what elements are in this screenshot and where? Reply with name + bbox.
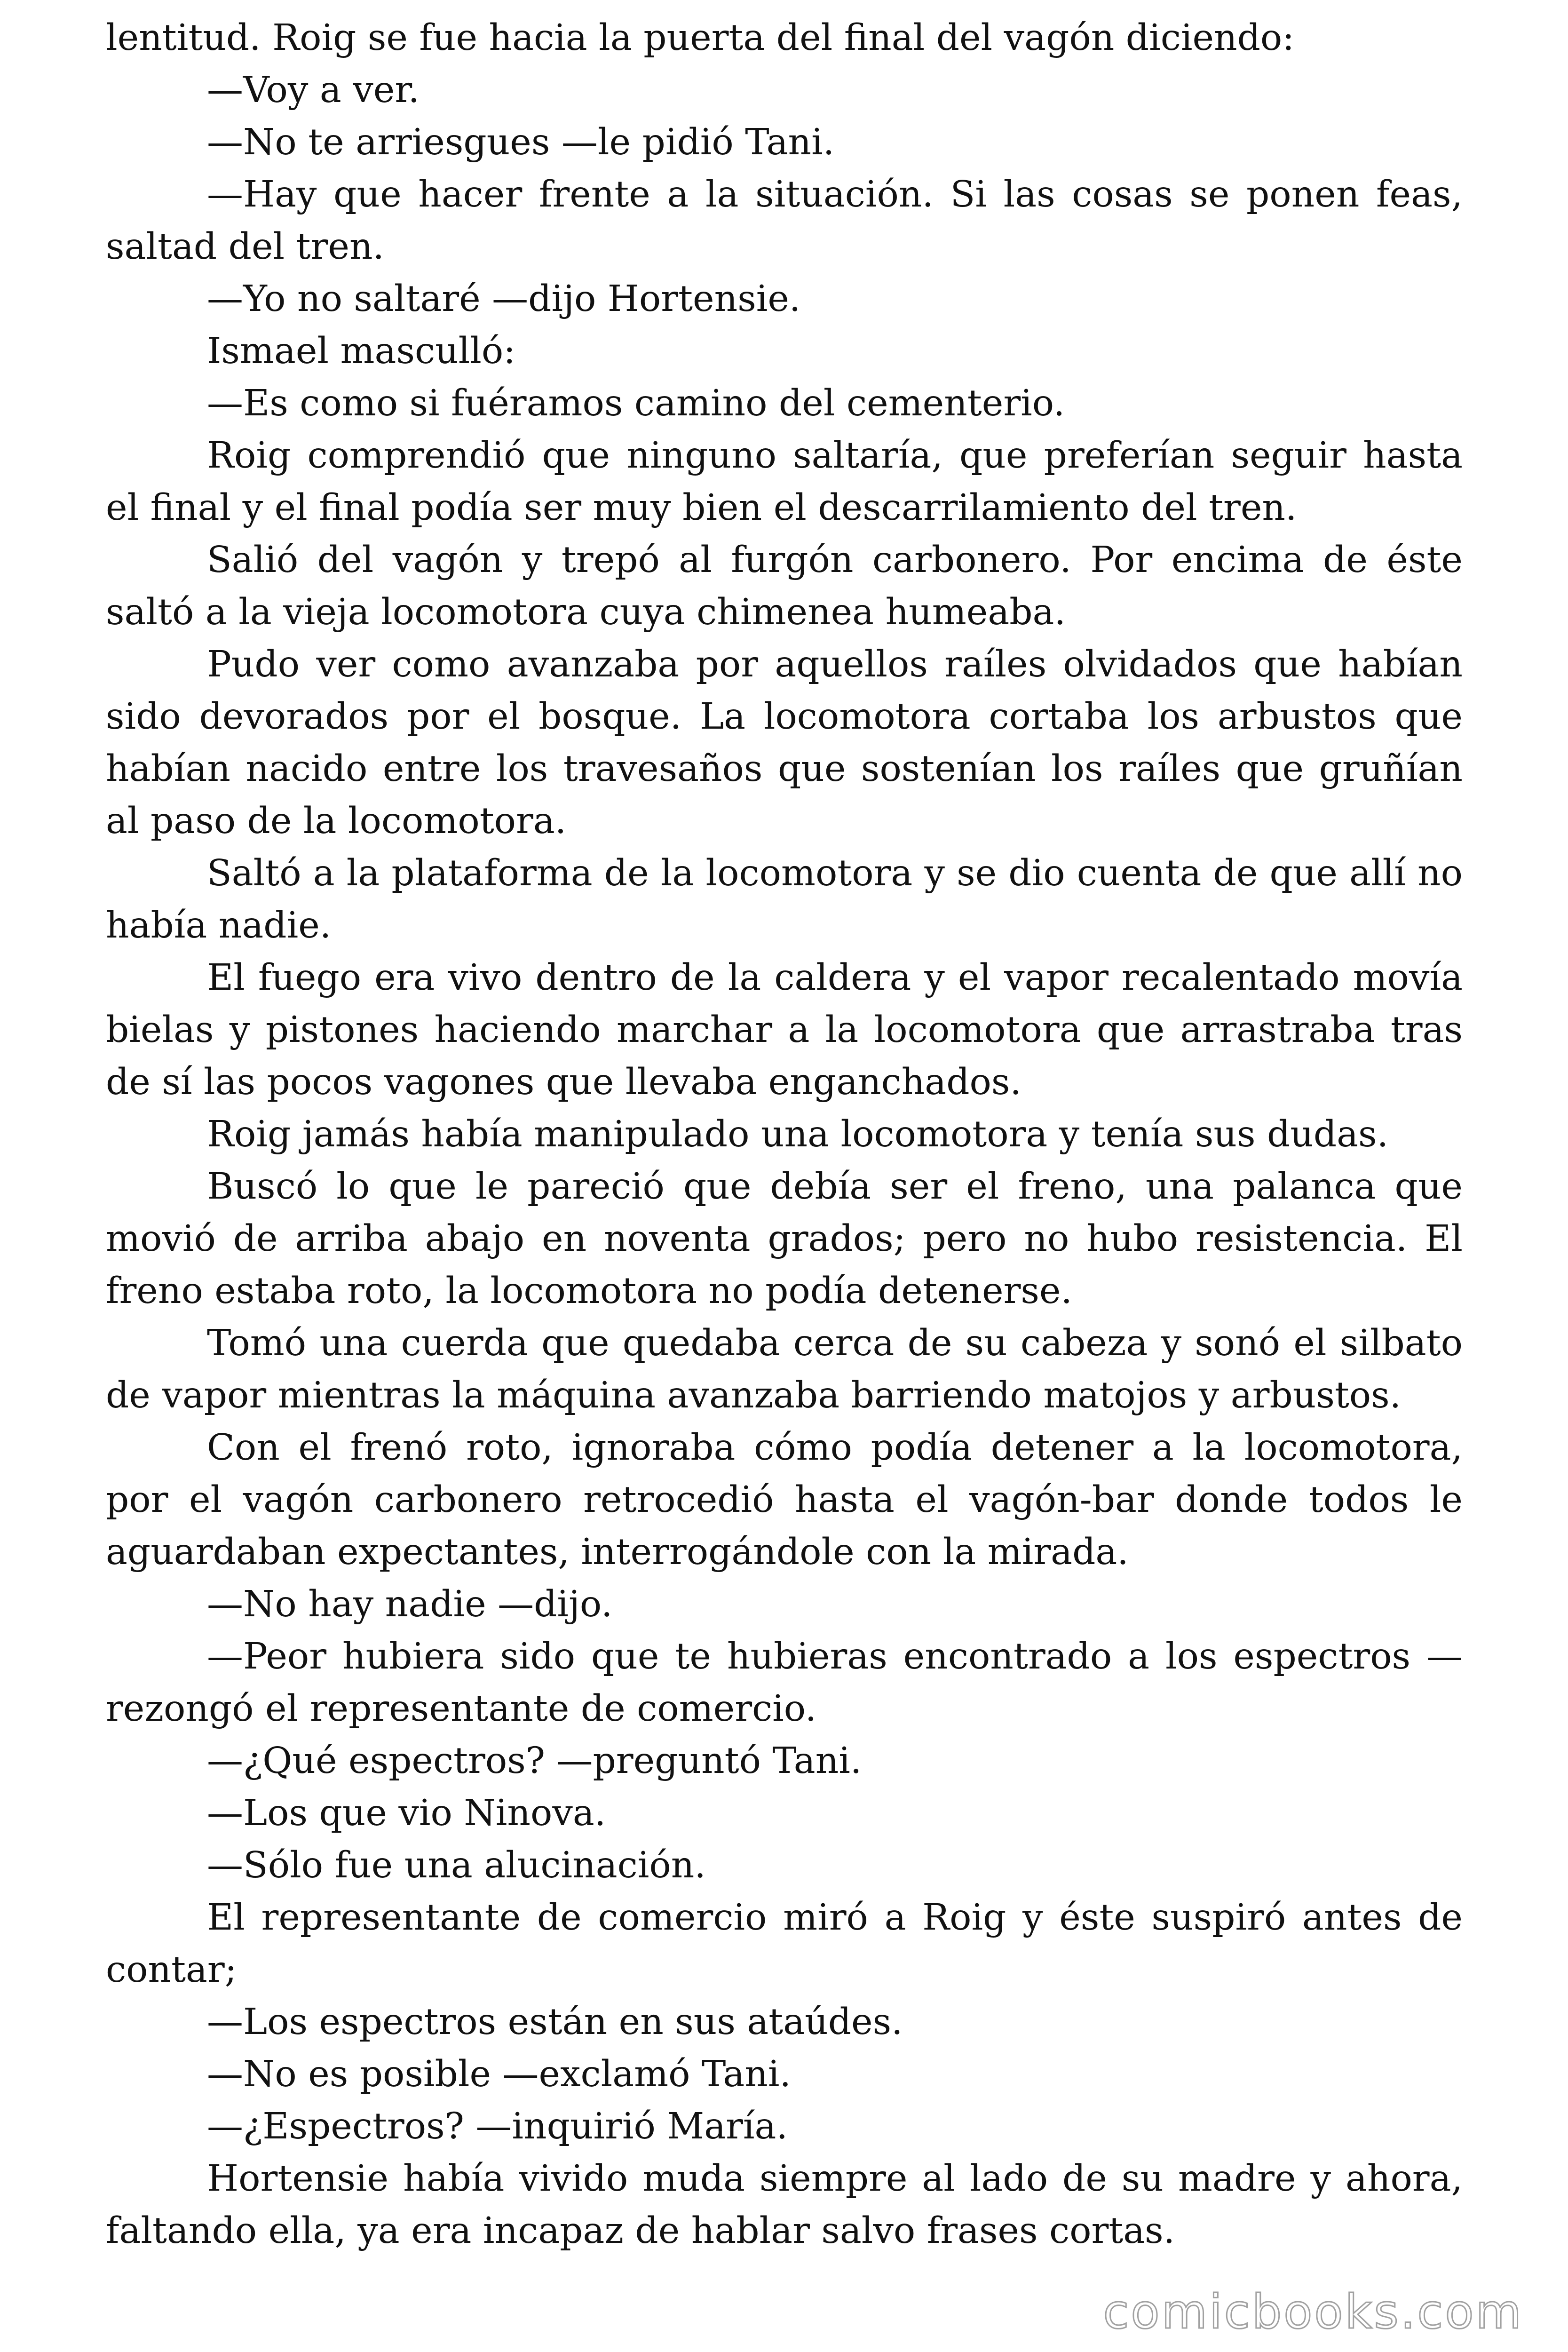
paragraph-2: —Voy a ver.	[207, 69, 420, 111]
paragraph-6: Ismael masculló:	[207, 330, 516, 372]
paragraph-23: —Los espectros están en sus ataúdes.	[207, 2001, 903, 2043]
paragraph-19: —¿Qué espectros? —preguntó Tani.	[207, 1740, 862, 1782]
paragraph-5: —Yo no saltaré —dijo Hortensie.	[207, 278, 801, 320]
paragraph-22: El representante de comercio miró a Roig y éste suspiró antes de contar;	[106, 1897, 1463, 1991]
paragraph-25: —¿Espectros? —inquirió María.	[207, 2106, 788, 2147]
paragraph-16: Con el frenó roto, ignoraba cómo podía detener a la locomotora, por el vagón carbonero retrocedió hasta el vagón-bar donde todos le aguardaban expectantes, interrogándole con la mirada.	[106, 1427, 1463, 1573]
watermark: comicbooks.com	[1103, 2284, 1523, 2339]
paragraph-9: Salió del vagón y trepó al furgón carbonero. Por encima de éste saltó a la vieja locomotora cuya chimenea humeaba.	[106, 539, 1463, 633]
paragraph-20: —Los que vio Ninova.	[207, 1792, 606, 1834]
paragraph-26: Hortensie había vivido muda siempre al lado de su madre y ahora, faltando ella, ya era incapaz de hablar salvo frases cortas.	[106, 2158, 1463, 2252]
paragraph-24: —No es posible —exclamó Tani.	[207, 2053, 792, 2095]
paragraph-1: lentitud. Roig se fue hacia la puerta del final del vagón diciendo:	[106, 17, 1295, 59]
paragraph-18: —Peor hubiera sido que te hubieras encontrado a los espectros —rezongó el representante de comercio.	[106, 1636, 1463, 1730]
paragraph-15: Tomó una cuerda que quedaba cerca de su cabeza y sonó el silbato de vapor mientras la máquina avanzaba barriendo matojos y arbustos.	[106, 1322, 1463, 1416]
paragraph-21: —Sólo fue una alucinación.	[207, 1844, 706, 1886]
paragraph-10: Pudo ver como avanzaba por aquellos raíles olvidados que habían sido devorados por el bosque. La locomotora cortaba los arbustos que habían nacido entre los travesaños que sostenían los raíles que gruñían al paso de la locomotora.	[106, 644, 1463, 842]
paragraph-3: —No te arriesgues —le pidió Tani.	[207, 121, 835, 163]
book-page-text	[106, 12, 1463, 2257]
paragraph-13: Roig jamás había manipulado una locomotora y tenía sus dudas.	[207, 1113, 1389, 1155]
paragraph-8: Roig comprendió que ninguno saltaría, que preferían seguir hasta el final y el final podía ser muy bien el descarrilamiento del tren.	[106, 435, 1463, 529]
paragraph-7: —Es como si fuéramos camino del cementerio.	[207, 382, 1065, 424]
paragraph-14: Buscó lo que le pareció que debía ser el freno, una palanca que movió de arriba abajo en noventa grados; pero no hubo resistencia. El freno estaba roto, la locomotora no podía detenerse.	[106, 1166, 1463, 1312]
paragraph-12: El fuego era vivo dentro de la caldera y el vapor recalentado movía bielas y pistones haciendo marchar a la locomotora que arrastraba tras de sí las pocos vagones que llevaba enganchados.	[106, 957, 1463, 1103]
paragraph-4: —Hay que hacer frente a la situación. Si las cosas se ponen feas, saltad del tren.	[106, 174, 1463, 268]
paragraph-17: —No hay nadie —dijo.	[207, 1583, 613, 1625]
paragraph-11: Saltó a la plataforma de la locomotora y se dio cuenta de que allí no había nadie.	[106, 852, 1463, 946]
